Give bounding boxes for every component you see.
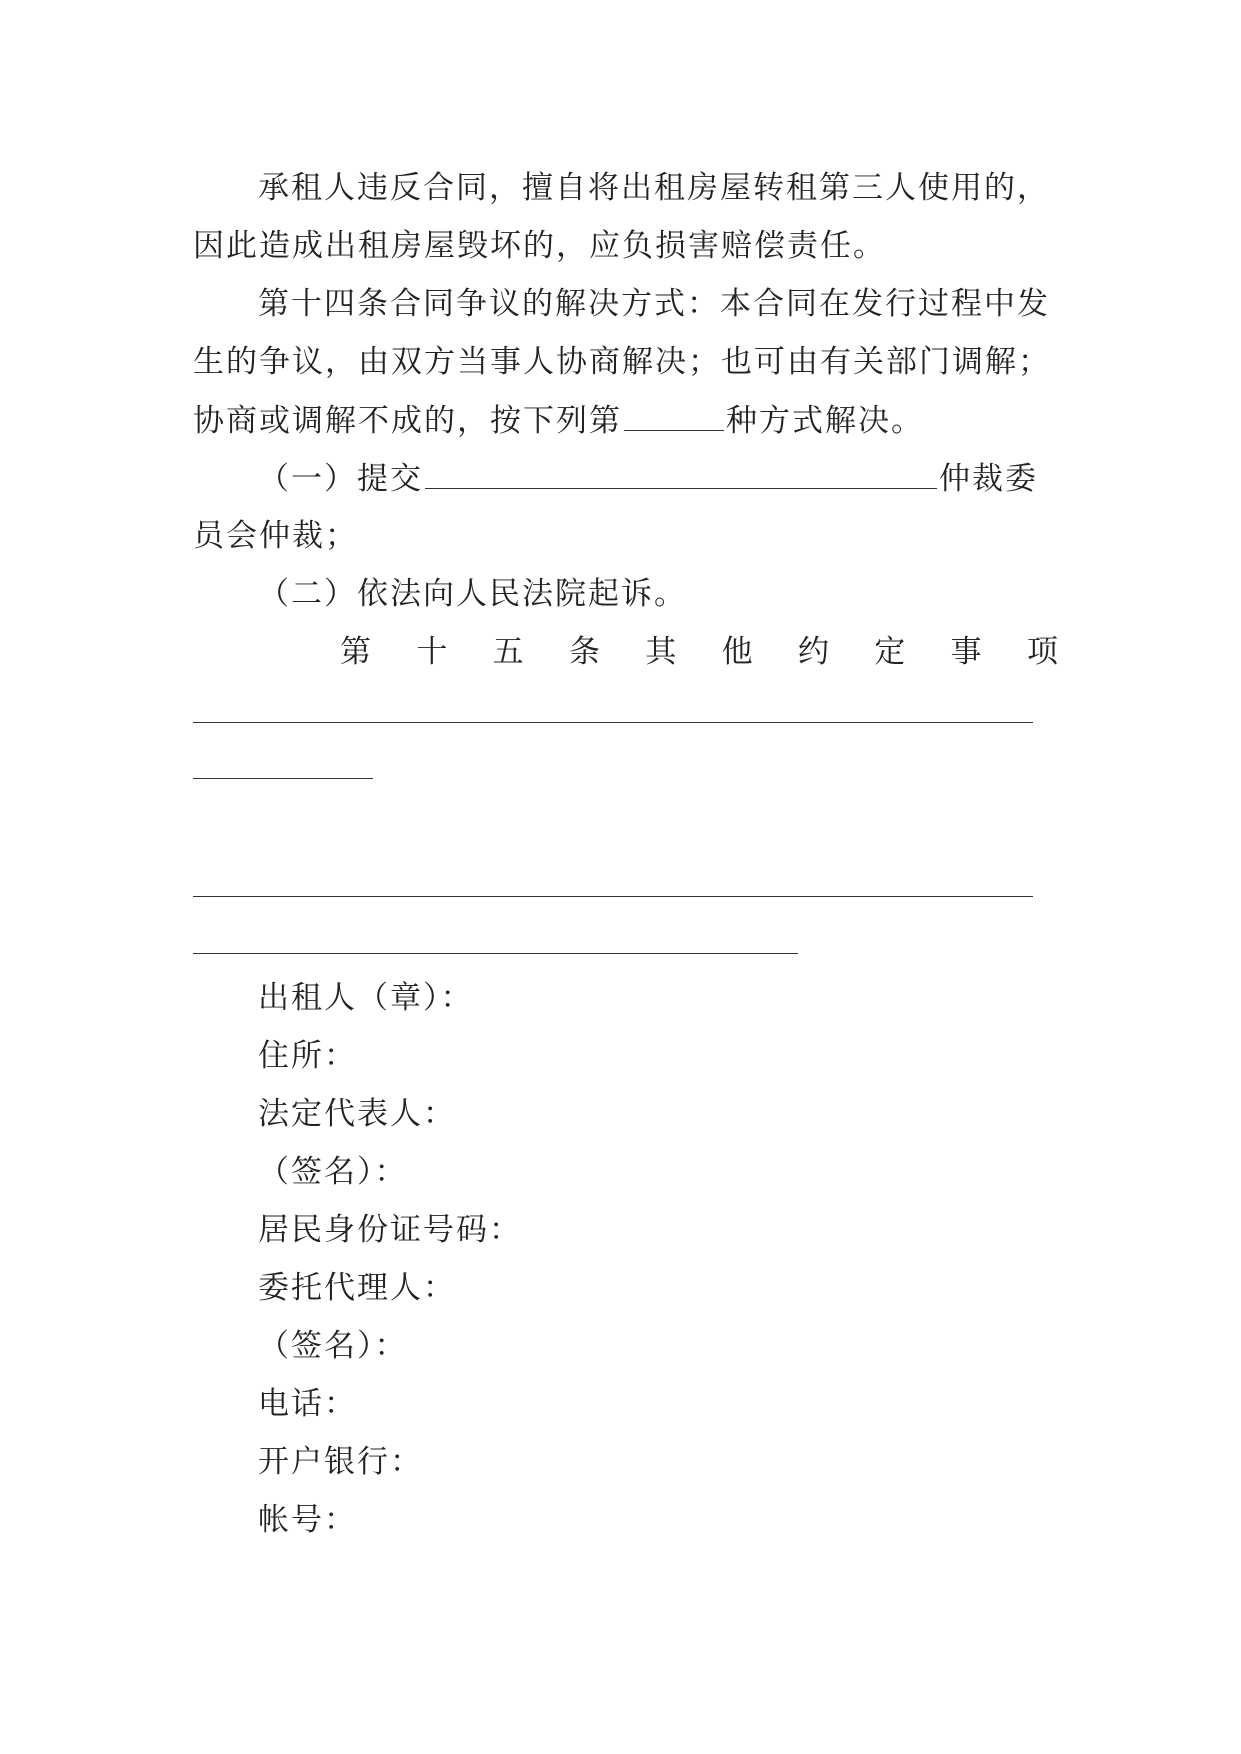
heading-char: 项 (1026, 634, 1060, 670)
article-14-heading: 第十四条合同争议的解决方式：本合同在发行过程中发 (258, 286, 1050, 322)
heading-char: 约 (797, 634, 831, 670)
heading-char: 十 (416, 634, 450, 670)
paragraph-line: 生的争议，由双方当事人协商解决；也可由有关部门调解； (193, 344, 1051, 380)
fill-blank-arbitration[interactable] (425, 458, 937, 489)
signature-label: （签名）： (258, 1328, 408, 1364)
agent-label: 委托代理人： (258, 1270, 456, 1306)
heading-char: 条 (568, 634, 602, 670)
heading-char: 定 (874, 634, 908, 670)
article-15-heading (340, 632, 1060, 672)
heading-char: 其 (645, 634, 679, 670)
fill-blank-line[interactable] (193, 953, 798, 954)
paragraph-line (193, 400, 1073, 440)
heading-char: 他 (721, 634, 755, 670)
account-label: 帐号： (258, 1502, 357, 1538)
lessor-seal-label: 出租人（章）： (258, 980, 474, 1016)
signature-label: （签名）： (258, 1154, 408, 1190)
paragraph-line: 因此造成出租房屋毁坏的，应负损害赔偿责任。 (193, 228, 886, 264)
paragraph-line: 承租人违反合同，擅自将出租房屋转租第三人使用的， (258, 170, 1050, 206)
option-one-line (258, 458, 1138, 498)
heading-char: 五 (492, 634, 526, 670)
address-label: 住所： (258, 1038, 357, 1074)
paragraph-line: 员会仲裁； (193, 518, 358, 554)
paragraph-text: 协商或调解不成的，按下列第 (193, 403, 622, 439)
fill-blank-line[interactable] (193, 722, 1033, 723)
paragraph-text: 仲裁委 (939, 461, 1038, 497)
legal-representative-label: 法定代表人： (258, 1096, 456, 1132)
id-number-label: 居民身份证号码： (258, 1212, 522, 1248)
option-two-line: （二）依法向人民法院起诉。 (258, 576, 687, 612)
paragraph-text: 种方式解决。 (726, 403, 924, 439)
fill-blank-option[interactable] (624, 400, 724, 431)
phone-label: 电话： (258, 1386, 357, 1422)
fill-blank-line[interactable] (193, 896, 1033, 897)
fill-blank-line[interactable] (193, 778, 373, 779)
heading-char: 第 (340, 634, 373, 670)
paragraph-text: （一）提交 (258, 461, 423, 497)
heading-char: 事 (950, 634, 984, 670)
bank-label: 开户银行： (258, 1444, 423, 1480)
